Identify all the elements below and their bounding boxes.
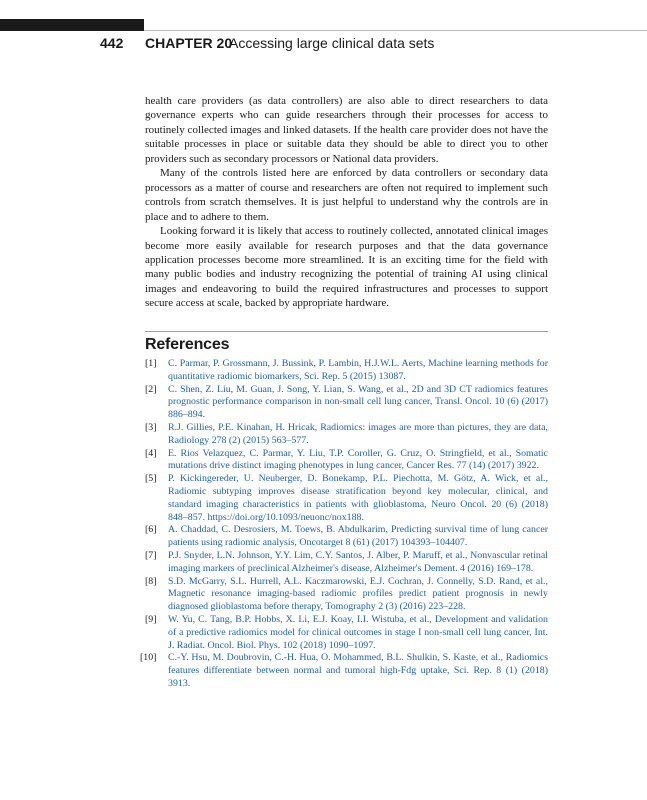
header-accent-bar — [0, 19, 144, 31]
reference-link[interactable]: C. Parmar, P. Grossmann, J. Bussink, P. Lambin, H.J.W.L. Aerts, Machine learning methods for quantitative radiomic biomarkers, Sci. Rep. 5 (2015) 13087. — [168, 358, 548, 382]
reference-item[interactable] — [145, 422, 548, 448]
paragraph: health care providers (as data controllers) are also able to direct researchers to data governance experts who can guide researchers through their processes for access to routinely collected images and linked datasets. If the health care provider does not have the suitable processes in place or suitable data they should be able to direct you to other providers such as secondary processors or National data providers. — [145, 95, 548, 165]
reference-number: [9] — [145, 613, 157, 625]
reference-number: [10] — [140, 652, 157, 664]
reference-item[interactable] — [145, 524, 548, 550]
reference-number: [8] — [145, 575, 157, 587]
reference-number: [6] — [145, 524, 157, 536]
reference-item[interactable] — [145, 384, 548, 422]
reference-number: [2] — [145, 383, 157, 395]
chapter-label: CHAPTER 20 — [145, 35, 233, 51]
reference-item[interactable] — [145, 576, 548, 614]
reference-item[interactable] — [140, 652, 548, 690]
reference-link[interactable]: A. Chaddad, C. Desrosiers, M. Toews, B. Abdulkarim, Predicting survival time of lung cancer patients using radiomic analysis, Oncotarget 8 (61) (2017) 104393–104407. — [168, 524, 548, 549]
reference-item[interactable] — [145, 448, 548, 474]
reference-link[interactable]: C.-Y. Hsu, M. Doubrovin, C.-H. Hua, O. Mohammed, B.L. Shulkin, S. Kaste, et al., Radiomics features differentiate between normal and tumoral high-Fdg uptake, Sci. Rep. 8 (1) (2018) 3913. — [168, 652, 548, 689]
references-divider — [145, 331, 548, 332]
reference-link[interactable]: E. Rios Velazquez, C. Parmar, Y. Liu, T.P. Coroller, G. Cruz, O. Stringfield, et al., Somatic mutations drive distinct imaging phenotypes in lung cancer, Cancer Res. 77 (14) (2017) 3922. — [168, 447, 548, 472]
paragraph: Many of the controls listed here are enforced by data controllers or secondary data processors as a matter of course and researchers are often not required to implement such controls from scratch themselves. It is just helpful to understand why the controls are in place and to adhere to them. — [145, 167, 548, 223]
reference-link[interactable]: P.J. Snyder, L.N. Johnson, Y.Y. Lim, C.Y. Santos, J. Alber, P. Maruff, et al., Nonvascular retinal imaging markers of preclinical Alzheimer's disease, Alzheimer's Dement. 4 (2016) 169–178. — [168, 549, 548, 574]
reference-link[interactable]: S.D. McGarry, S.L. Hurrell, A.L. Kaczmarowski, E.J. Cochran, J. Connelly, S.D. Rand, et al., Magnetic resonance imaging-based radiomic profiles predict patient prognosis in newly diagnosed glioblastoma before therapy, Tomography 2 (3) (2016) 223–228. — [168, 575, 548, 613]
paragraph: Looking forward it is likely that access to routinely collected, annotated clinical images become more easily available for research purposes and that the data governance application processes become more streamlined. It is an exciting time for the field with many public bodies and industry recognizing the potential of training AI using clinical images and endeavoring to build the required infrastructures and processes to support secure access at scale, backed by appropriate hardware. — [145, 225, 548, 310]
reference-link[interactable]: P. Kickingereder, U. Neuberger, D. Bonekamp, P.L. Piechotta, M. Götz, A. Wick, et al., Radiomic subtyping improves disease stratification beyond key molecular, clinical, and standard imaging characteristics in patients with glioblastoma, Neuro Oncol. 20 (6) (2018) 848–857. https://doi.org/10.1093/neuonc/nox188. — [168, 473, 548, 523]
body-text — [145, 94, 548, 311]
reference-number: [5] — [145, 473, 157, 485]
references-heading: References — [145, 336, 230, 353]
reference-item[interactable] — [145, 358, 548, 384]
page-header — [0, 35, 647, 55]
header-rule — [144, 30, 647, 31]
page-number: 442 — [100, 35, 124, 51]
reference-number: [7] — [145, 549, 157, 561]
reference-item[interactable] — [145, 473, 548, 524]
reference-link[interactable]: C. Shen, Z. Liu, M. Guan, J. Song, Y. Lian, S. Wang, et al., 2D and 3D CT radiomics features prognostic performance comparison in non-small cell lung cancer, Transl. Oncol. 10 (6) (2017) 886–894. — [168, 383, 548, 421]
reference-item[interactable] — [145, 614, 548, 652]
reference-number: [4] — [145, 447, 157, 459]
reference-number: [3] — [145, 421, 157, 433]
reference-link[interactable]: R.J. Gillies, P.E. Kinahan, H. Hricak, Radiomics: images are more than pictures, they are data, Radiology 278 (2) (2015) 563–577. — [168, 421, 548, 446]
chapter-title: Accessing large clinical data sets — [229, 35, 435, 51]
reference-item[interactable] — [145, 550, 548, 576]
reference-number: [1] — [145, 358, 157, 369]
reference-link[interactable]: W. Yu, C. Tang, B.P. Hobbs, X. Li, E.J. Koay, I.I. Wistuba, et al., Development and validation of a predictive radiomics model for clinical outcomes in stage I non-small cell lung cancer, Int. J. Radiat. Oncol. Biol. Phys. 102 (2018) 1090–1097. — [168, 613, 548, 651]
reference-list — [140, 358, 548, 691]
